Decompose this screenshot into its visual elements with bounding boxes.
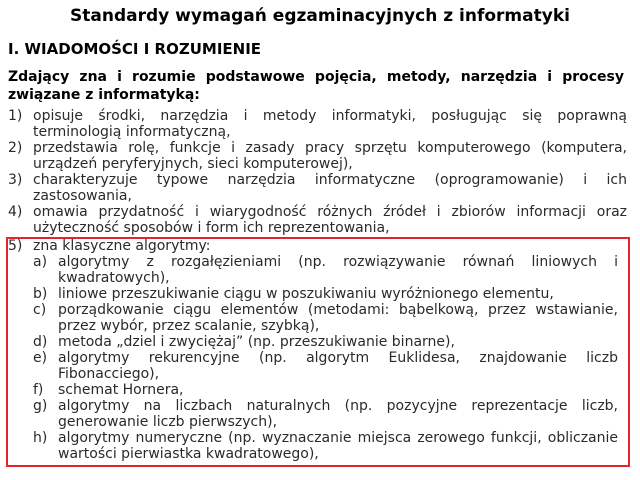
- item-text: zna klasyczne algorytmy:: [33, 238, 211, 254]
- sub-item-letter: d): [33, 334, 48, 350]
- sub-item-letter: b): [33, 286, 48, 302]
- sub-item-letter: e): [33, 350, 48, 366]
- item-number: 1): [8, 108, 23, 124]
- sub-item-letter: g): [33, 398, 48, 414]
- section-heading: I. WIADOMOŚCI I ROZUMIENIE: [8, 40, 262, 58]
- sub-item-text: algorytmy rekurencyjne (np. algorytm Euklidesa, znajdowanie liczb Fibonacciego),: [58, 350, 618, 382]
- sub-item-text: metoda „dziel i zwyciężaj” (np. przeszukiwanie binarne),: [58, 334, 455, 350]
- sub-item-letter: h): [33, 430, 48, 446]
- document-title: Standardy wymagań egzaminacyjnych z informatyki: [70, 6, 570, 26]
- sub-item-letter: f): [33, 382, 44, 398]
- item-number: 5): [8, 238, 23, 254]
- item-number: 3): [8, 172, 23, 188]
- item-number: 2): [8, 140, 23, 156]
- item-text: przedstawia rolę, funkcje i zasady pracy sprzętu komputerowego (komputera, urządzeń peryferyjnych, sieci komputerowej),: [33, 140, 627, 172]
- intro-paragraph: Zdający zna i rozumie podstawowe pojęcia, metody, narzędzia i procesy związane z informatyką:: [8, 69, 624, 103]
- sub-item-text: schemat Hornera,: [58, 382, 184, 398]
- sub-item-text: algorytmy na liczbach naturalnych (np. pozycyjne reprezentacje liczb, generowanie liczb pierwszych),: [58, 398, 618, 430]
- item-text: omawia przydatność i wiarygodność różnych źródeł i zbiorów informacji oraz użyteczność sposobów i form ich reprezentowania,: [33, 204, 627, 236]
- item-text: charakteryzuje typowe narzędzia informatyczne (oprogramowanie) i ich zastosowania,: [33, 172, 627, 204]
- sub-item-letter: a): [33, 254, 48, 270]
- item-text: opisuje środki, narzędzia i metody informatyki, posługując się poprawną terminologią informatyczną,: [33, 108, 627, 140]
- sub-item-text: algorytmy z rozgałęzieniami (np. rozwiązywanie równań liniowych i kwadratowych),: [58, 254, 618, 286]
- sub-item-text: algorytmy numeryczne (np. wyznaczanie miejsca zerowego funkcji, obliczanie wartości pierwiastka kwadratowego),: [58, 430, 618, 462]
- sub-item-letter: c): [33, 302, 47, 318]
- sub-item-text: porządkowanie ciągu elementów (metodami: bąbelkową, przez wstawianie, przez wybór, przez scalanie, szybką),: [58, 302, 618, 334]
- item-number: 4): [8, 204, 23, 220]
- sub-item-text: liniowe przeszukiwanie ciągu w poszukiwaniu wyróżnionego elementu,: [58, 286, 554, 302]
